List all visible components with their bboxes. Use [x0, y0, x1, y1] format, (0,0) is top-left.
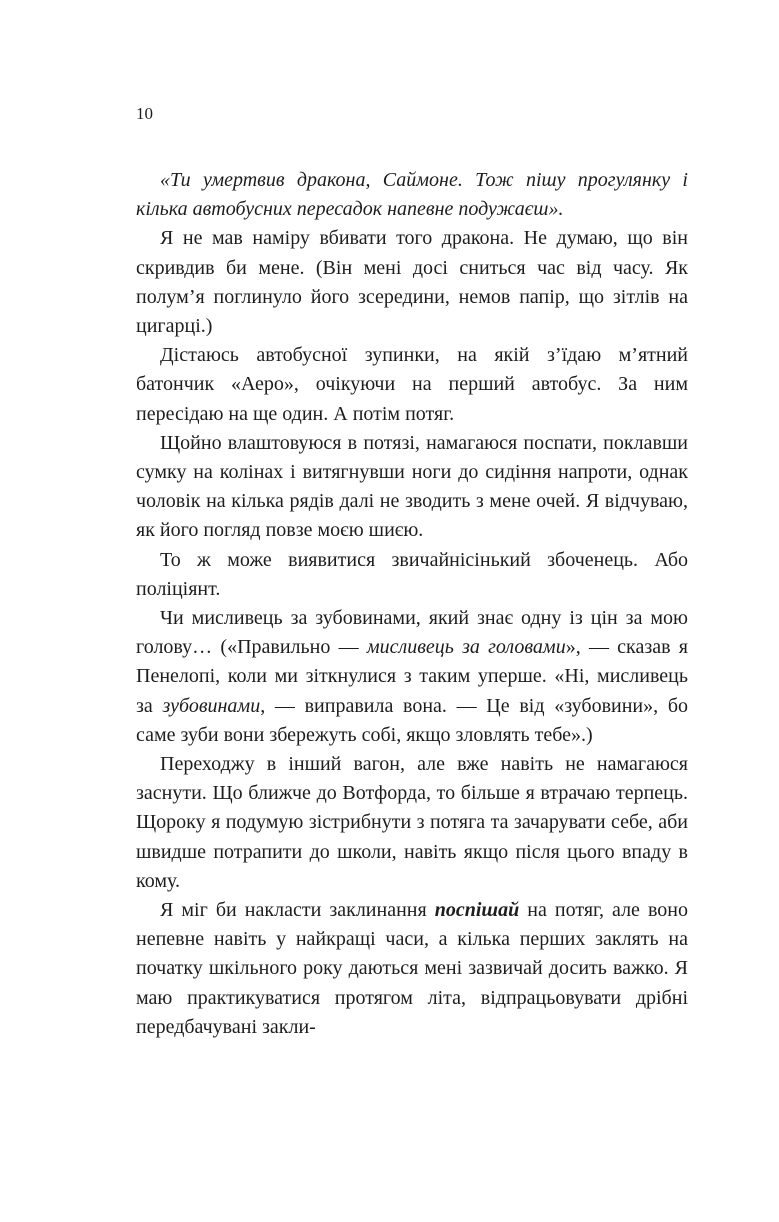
- text-segment: , — виправила вона. — Це від «зубовини», бо саме зуби вони збережуть собі, якщо зловлять тебе».): [136, 694, 689, 746]
- paragraph: [136, 896, 688, 1042]
- text-segment: поспішай: [434, 899, 520, 922]
- text-segment: «Ти умертвив дракона, Саймоне. Тож пішу прогулянку і кілька автобусних пересадок напевне подужаєш».: [136, 169, 688, 221]
- paragraph: [136, 166, 688, 224]
- paragraph: [136, 604, 688, 750]
- text-segment: То ж може виявитися звичайнісінький збоченець. Або поліціянт.: [136, 548, 688, 600]
- text-segment: », — сказав я Пенелопі, коли ми зіткнулися з таким уперше. «Ні, мисливець за: [136, 636, 688, 717]
- text-segment: Щойно влаштовуюся в потязі, намагаюся поспати, поклавши сумку на колінах і витягнувши ноги до сидіння напроти, однак чоловік на кілька рядів далі не зводить з мене очей. Я відчуваю, як його погляд повзе моєю шиєю.: [136, 431, 688, 542]
- text-segment: Я міг би накласти заклинання: [160, 899, 435, 922]
- text-segment: Я не мав наміру вбивати того дракона. Не думаю, що він скривдив би мене. (Він мені досі сниться час від часу. Як полум’я поглинуло його зсередини, немов папір, що зітлів на цигарці.): [136, 227, 688, 338]
- text-segment: Чи мисливець за зубовинами, який знає одну із цін за мою голову… («Правильно —: [136, 607, 688, 659]
- text-segment: Переходжу в інший вагон, але вже навіть не намагаюся заснути. Що ближче до Вотфорда, то більше я втрачаю терпець. Щороку я подумую зістрибнути з потяга та зачарувати себе, аби швидше потрапити до школи, навіть якщо після цього впаду в кому.: [136, 753, 688, 892]
- paragraph: [136, 429, 688, 546]
- text-segment: Дістаюсь автобусної зупинки, на якій з’їдаю м’ятний батончик «Аеро», очікуючи на перший автобус. За ним пересідаю на ще один. А потім потяг.: [136, 344, 688, 425]
- text-segment: на потяг, але воно непевне навіть у найкращі часи, а кілька перших заклять на початку шкільного року даються мені зазвичай досить важко. Я маю практикуватися протягом літа, відпрацьовувати дрібні передбачувані закли-: [136, 899, 688, 1038]
- text-segment: зубовинами: [162, 694, 261, 717]
- paragraph: [136, 546, 688, 604]
- paragraph: [136, 750, 688, 896]
- text-block: [136, 166, 688, 1042]
- text-segment: мисливець за головами: [366, 636, 566, 659]
- page-number: 10: [136, 104, 153, 123]
- paragraph: [136, 341, 688, 429]
- paragraph: [136, 224, 688, 341]
